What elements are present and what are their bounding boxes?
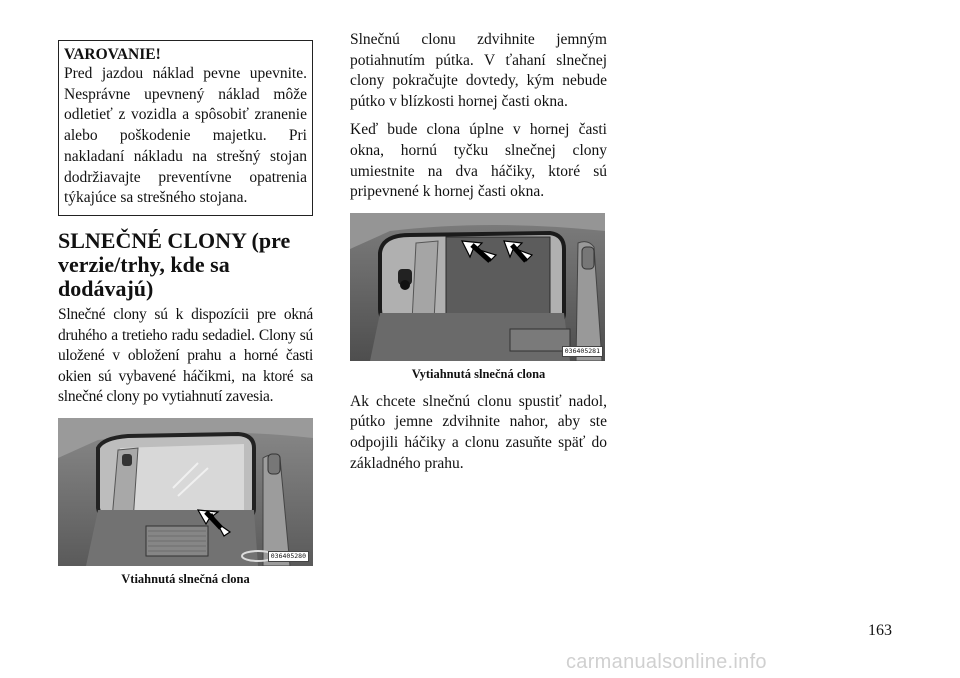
figure-retracted-shade (58, 418, 313, 566)
watermark-text: carmanualsonline.info (566, 651, 767, 673)
paragraph-lower-shade: Ak chcete slnečnú clonu spustiť nadol, pútko jemne zdvihnite nahor, aby ste odpojili háčiky a clonu zasuňte späť do základného prahu. (350, 392, 607, 472)
section-intro: Slnečné clony sú k dispozícii pre okná druhého a tretieho radu sedadiel. Clony sú uložené v obložení prahu a horné časti okien sú vybavené háčikmi, na ktoré sa slnečné clony po vytiahnutí zavesia. (58, 305, 313, 406)
figure-code: 036405281 (562, 346, 603, 357)
paragraph-hook-shade: Keď bude clona úplne v hornej časti okna, hornú tyčku slnečnej clony umiestnite na dva háčiky, ktoré sú pripevnené k hornej časti okna. (350, 121, 607, 201)
warning-box (58, 40, 313, 216)
warning-text: Pred jazdou náklad pevne upevnite. Nesprávne upevnený náklad môže odletieť z vozidla a spôsobiť zranenie alebo poškodenie majetku. Pri nakladaní nákladu na strešný stojan dodržiavajte preventívne opatrenia týkajúce sa strešného stojana. (64, 65, 307, 207)
page-number: 163 (868, 622, 892, 639)
paragraph-raise-shade: Slnečnú clonu zdvihnite jemným potiahnutím pútka. V ťahaní slnečnej clony pokračujte dovtedy, kým nebude pútko v blízkosti hornej časti okna. (350, 31, 607, 110)
figure-code: 036405280 (268, 551, 309, 562)
figure-caption: Vytiahnutá slnečná clona (411, 366, 546, 381)
extended-shade-illustration (350, 213, 605, 361)
figure-caption: Vtiahnutá slnečná clona (121, 571, 250, 586)
retracted-shade-illustration (58, 418, 313, 566)
warning-title: VAROVANIE! (64, 46, 161, 63)
section-heading: SLNEČNÉ CLONY (pre verzie/trhy, kde sa dodávajú) (58, 227, 291, 301)
right-column (350, 30, 607, 474)
left-column (58, 40, 313, 587)
figure-extended-shade (350, 213, 607, 361)
